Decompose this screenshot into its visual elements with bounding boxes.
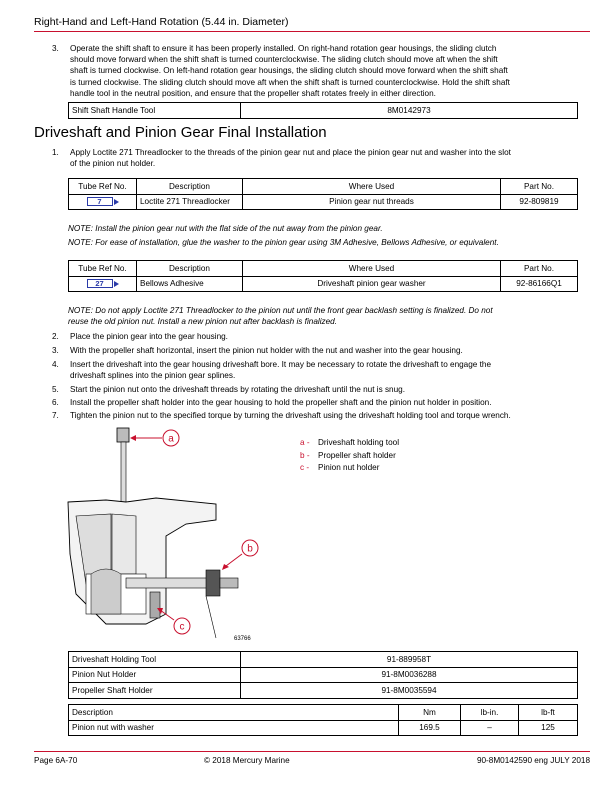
- legend-text: Propeller shaft holder: [318, 450, 396, 460]
- step-number: 2.: [52, 332, 59, 341]
- note-line: reuse the old pinion nut. Install a new pinion nut after backlash is finalized.: [68, 317, 337, 327]
- col-header: Part No.: [501, 179, 578, 195]
- col-header: Where Used: [243, 179, 501, 195]
- holding-tool-head: [117, 428, 129, 442]
- step-text-line: Insert the driveshaft into the gear housing driveshaft bore. It may be necessary to rotate the driveshaft to engage the: [70, 360, 491, 369]
- tool-name: Pinion Nut Holder: [69, 667, 241, 683]
- legend-text: Driveshaft holding tool: [318, 438, 400, 447]
- step-text-line: Operate the shift shaft to ensure it has been properly installed. On right-hand rotation gear housings, the sliding clutch: [70, 44, 497, 53]
- col-header: Nm: [399, 705, 461, 721]
- torque-description: Pinion nut with washer: [69, 720, 399, 736]
- propeller-shaft: [126, 578, 216, 588]
- step-text-line: Apply Loctite 271 Threadlocker to the threads of the pinion gear nut and place the pinion gear nut and washer into the slot: [70, 148, 511, 157]
- col-header: lb-in.: [461, 705, 519, 721]
- torque-nm: 169.5: [399, 720, 461, 736]
- tool-part: 91-889958T: [241, 652, 578, 668]
- step-number: 4.: [52, 360, 59, 369]
- step-text-line: is turned clockwise. The sliding clutch should move aft when the shift shaft is turned counterclockwise. Hold the shift shaft: [70, 77, 510, 87]
- sealant-where-used: Pinion gear nut threads: [243, 194, 501, 210]
- legend-item: [300, 450, 399, 463]
- page-number: Page 6A-70: [34, 756, 78, 765]
- page-header: [34, 16, 590, 32]
- step-7: [52, 410, 592, 422]
- tool-part: 91-8M0036288: [241, 667, 578, 683]
- header-title: Right-Hand and Left-Hand Rotation (5.44 in. Diameter): [34, 16, 289, 28]
- step-number: 5.: [52, 385, 59, 394]
- propeller-shaft-holder: [206, 570, 220, 596]
- sealant-table-2: [68, 260, 578, 292]
- step-text-line: shaft is turned clockwise. On left-hand rotation gear housings, the sliding clutch should move forward when the shift shaft: [70, 66, 508, 76]
- sealant-description: Bellows Adhesive: [137, 276, 243, 292]
- figure-legend: [300, 437, 399, 475]
- step-text-line: Tighten the pinion nut to the specified torque by turning the driveshaft using the driveshaft holding tool and torque wrench.: [70, 411, 511, 420]
- tool-name: Shift Shaft Handle Tool: [69, 103, 241, 119]
- sealant-part-number: 92-809819: [501, 194, 578, 210]
- tube-ref-cell: [69, 194, 137, 210]
- col-header: Description: [137, 179, 243, 195]
- step-text-line: should move forward when the shift shaft is turned counterclockwise. The sliding clutch should move aft when the shift: [70, 55, 498, 65]
- note-line: NOTE: Do not apply Loctite 271 Threadlocker to the pinion nut until the front gear backlash setting is finalized. Do not: [68, 306, 493, 315]
- section-title: Driveshaft and Pinion Gear Final Installation: [34, 124, 327, 141]
- tube-icon: [87, 279, 119, 288]
- sealant-part-number: 92-86166Q1: [501, 276, 578, 292]
- gear-housing-illustration: [66, 424, 276, 646]
- legend-text: Pinion nut holder: [318, 463, 380, 472]
- note-backlash: [68, 305, 578, 327]
- col-header: Description: [137, 261, 243, 277]
- col-header: Tube Ref No.: [69, 179, 137, 195]
- callout-a-label: a: [168, 433, 174, 445]
- document-id: 90-8M0142590 eng JULY 2018: [476, 756, 590, 765]
- step-number: 7.: [52, 411, 59, 420]
- legend-key: c -: [300, 463, 310, 472]
- note-install-nut: NOTE: Install the pinion gear nut with the flat side of the nut away from the pinion gear.: [68, 224, 383, 233]
- sealant-description: Loctite 271 Threadlocker: [137, 194, 243, 210]
- col-header: Where Used: [243, 261, 501, 277]
- tube-ref-cell: [69, 276, 137, 292]
- step-6: [52, 397, 592, 409]
- callout-b-label: b: [247, 543, 253, 555]
- legend-item: [300, 462, 399, 475]
- tube-number: 7: [87, 197, 113, 206]
- torque-lbin: –: [461, 720, 519, 736]
- step-text-line: With the propeller shaft horizontal, insert the pinion nut holder with the nut and washer into the gear housing.: [70, 346, 463, 355]
- col-header: Tube Ref No.: [69, 261, 137, 277]
- sealant-where-used: Driveshaft pinion gear washer: [243, 276, 501, 292]
- step-text-line: of the pinion nut holder.: [70, 159, 156, 169]
- page-footer: [34, 751, 590, 767]
- tool-part: 91-8M0035594: [241, 683, 578, 699]
- col-header: Part No.: [501, 261, 578, 277]
- tool-part: 8M0142973: [241, 103, 578, 119]
- step-5: [52, 384, 592, 396]
- step-text-line: Install the propeller shaft holder into the gear housing to hold the propeller shaft and the pinion nut holder in position.: [70, 398, 492, 407]
- torque-lbft: 125: [519, 720, 578, 736]
- step-text-line: Place the pinion gear into the gear housing.: [70, 332, 228, 341]
- legend-key: b -: [300, 450, 310, 460]
- step-text-line: handle tool in the neutral position, and ensure that the propeller shaft rotates freely in either direction.: [70, 88, 436, 98]
- step-number: 1.: [52, 148, 59, 157]
- tool-name: Propeller Shaft Holder: [69, 683, 241, 699]
- col-header: Description: [69, 705, 399, 721]
- tube-icon: [87, 197, 119, 206]
- step-number: 3.: [52, 346, 59, 355]
- shift-tool-table: [68, 102, 578, 119]
- torque-table: [68, 704, 578, 736]
- col-header: lb-ft: [519, 705, 578, 721]
- step-number: 6.: [52, 398, 59, 407]
- tools-table: [68, 651, 578, 699]
- pinion-nut-holder: [150, 592, 160, 618]
- legend-key: a -: [300, 438, 310, 447]
- step-number: 3.: [52, 44, 59, 53]
- tube-number: 27: [87, 279, 113, 288]
- step-2: [52, 331, 592, 343]
- step-text-line: driveshaft splines into the pinion gear splines.: [70, 371, 236, 381]
- note-glue-washer: NOTE: For ease of installation, glue the washer to the pinion gear using 3M Adhesive, Bellows Adhesive, or equivalent.: [68, 238, 499, 247]
- tool-name: Driveshaft Holding Tool: [69, 652, 241, 668]
- step-text-line: Start the pinion nut onto the driveshaft threads by rotating the driveshaft until the nut is snug.: [70, 385, 405, 394]
- step-3: [52, 345, 592, 357]
- sealant-table-1: [68, 178, 578, 210]
- step-4: [52, 359, 592, 383]
- callout-c-label: c: [179, 621, 185, 633]
- legend-item: [300, 437, 399, 450]
- figure-number: 63766: [234, 636, 251, 642]
- copyright: © 2018 Mercury Marine: [204, 756, 290, 765]
